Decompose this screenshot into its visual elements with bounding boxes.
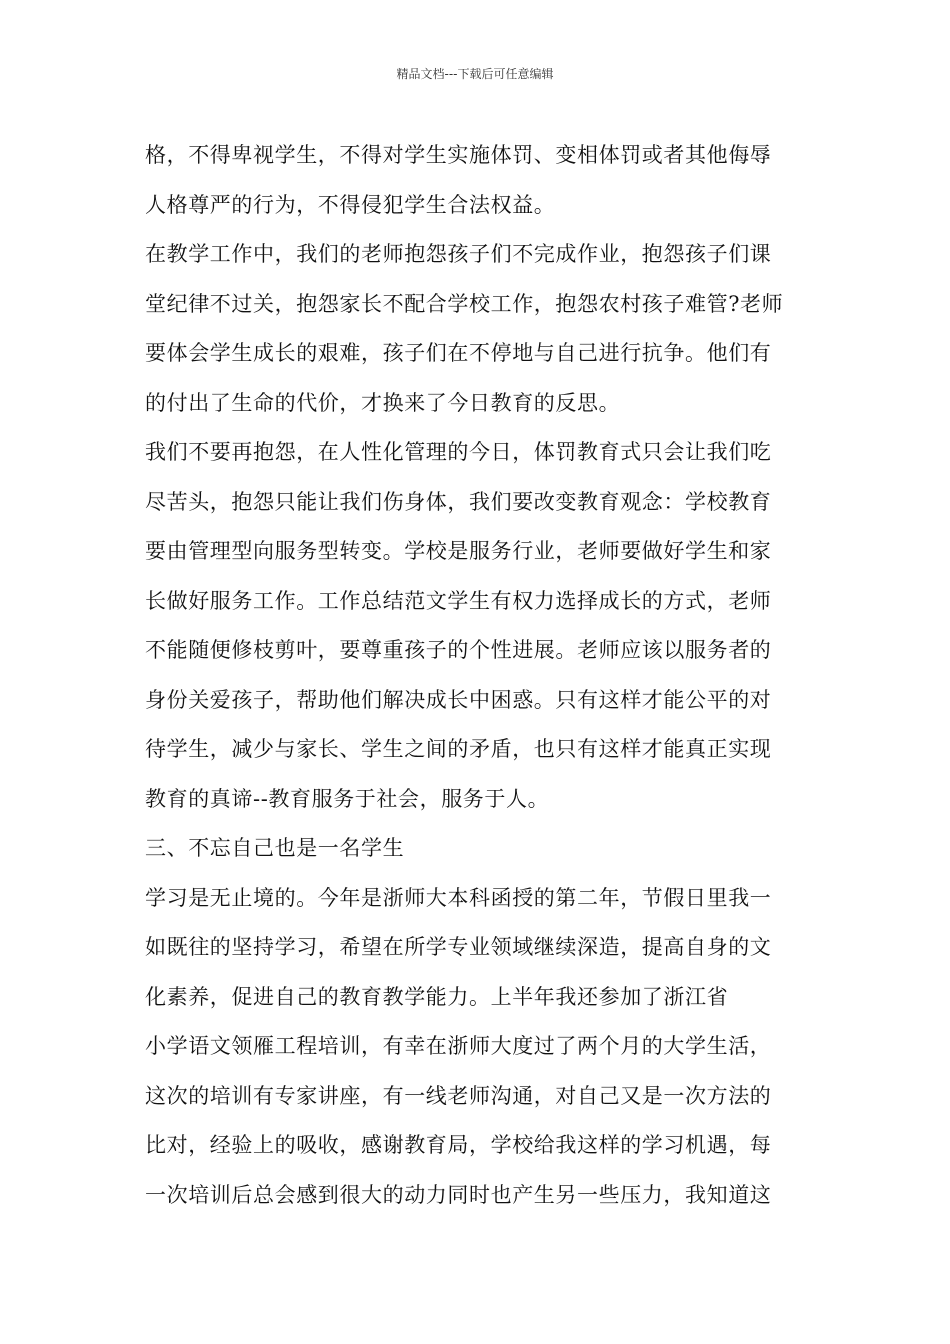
text-line: 尽苦头，抱怨只能让我们伤身体，我们要改变教育观念：学校教育 [145,489,772,514]
text-line: 教育的真谛--教育服务于社会，服务于人。 [145,786,550,811]
text-line: 化素养，促进自己的教育教学能力。上半年我还参加了浙江省 [145,984,729,1009]
body-text [145,131,810,1220]
text-line: 人格尊严的行为，不得侵犯学生合法权益。 [145,192,556,217]
text-line: 小学语文领雁工程培训，有幸在浙师大度过了两个月的大学生活， [145,1034,772,1058]
text-line: 堂纪律不过关，抱怨家长不配合学校工作，抱怨农村孩子难管?老师 [145,291,784,316]
text-line: 一次培训后总会感到很大的动力同时也产生另一些压力，我知道这 [145,1182,772,1207]
text-line: 长做好服务工作。工作总结范文学生有权力选择成长的方式，老师 [145,588,772,613]
text-line: 要体会学生成长的艰难，孩子们在不停地与自己进行抗争。他们有 [145,341,772,365]
text-line: 身份关爱孩子，帮助他们解决成长中困惑。只有这样才能公平的对 [145,687,772,712]
text-line: 的付出了生命的代价，才换来了今日教育的反思。 [145,390,621,415]
text-line: 在教学工作中，我们的老师抱怨孩子们不完成作业，抱怨孩子们课 [145,242,772,266]
section-heading: 三、不忘自己也是一名学生 [145,836,405,860]
text-line: 要由管理型向服务型转变。学校是服务行业，老师要做好学生和家 [145,539,772,563]
text-line: 比对，经验上的吸收，感谢教育局，学校给我这样的学习机遇，每 [145,1133,772,1157]
text-line: 学习是无止境的。今年是浙师大本科函授的第二年，节假日里我一 [145,885,772,910]
text-line: 我们不要再抱怨，在人性化管理的今日，体罚教育式只会让我们吃 [145,440,772,464]
page-header: 精品文档---下载后可任意编辑 [396,67,554,81]
text-line: 这次的培训有专家讲座，有一线老师沟通，对自己又是一次方法的 [145,1083,772,1108]
text-line: 待学生，减少与家长、学生之间的矛盾，也只有这样才能真正实现 [145,737,772,761]
text-line: 如既往的坚持学习，希望在所学专业领域继续深造，提高自身的文 [145,935,772,959]
text-line: 格，不得卑视学生，不得对学生实施体罚、变相体罚或者其他侮辱 [145,143,772,167]
text-line: 不能随便修枝剪叶，要尊重孩子的个性进展。老师应该以服务者的 [145,638,772,662]
